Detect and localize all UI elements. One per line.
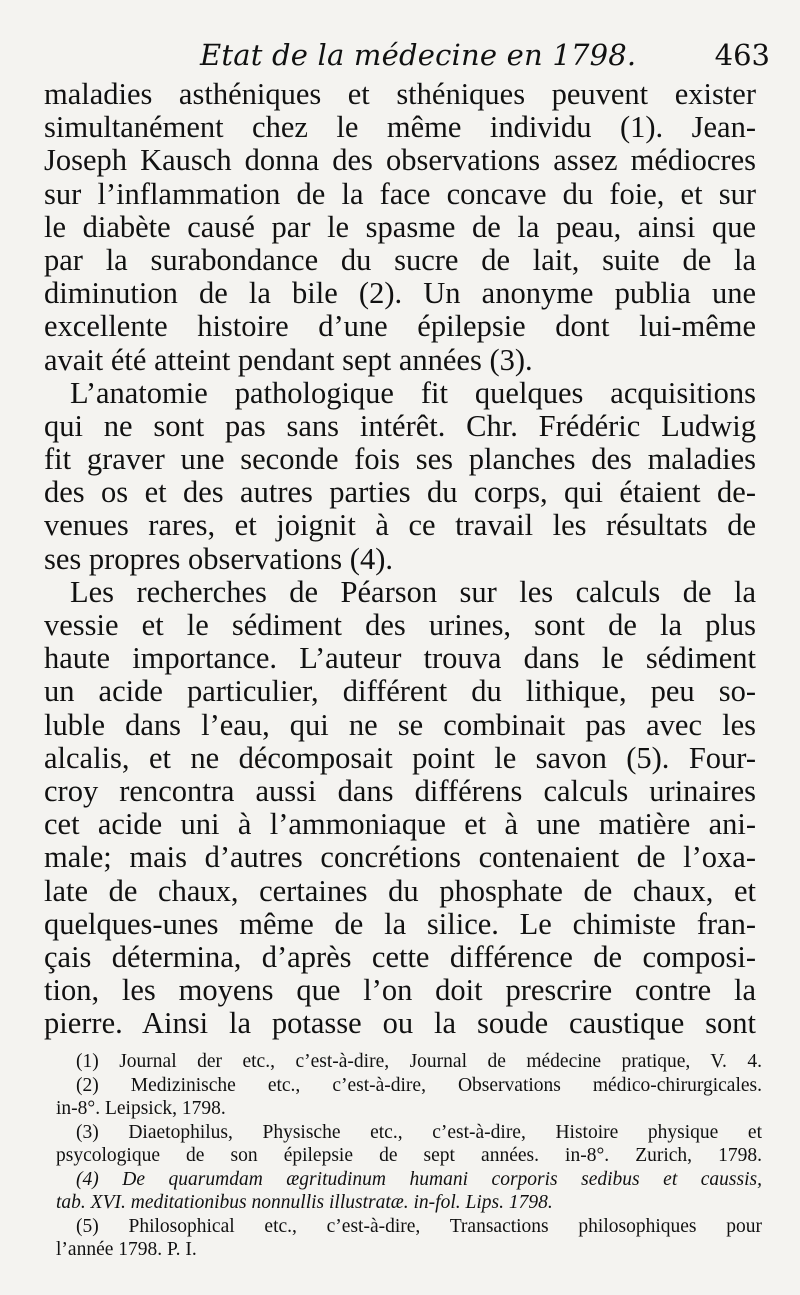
text-line: fit graver une seconde fois ses planches des maladies — [44, 442, 756, 477]
footnote-line: tab. XVI. meditationibus nonnullis illustratæ. in-fol. Lips. 1798. — [56, 1192, 553, 1213]
running-title: Etat de la médecine en 1798. — [200, 38, 637, 72]
text-line: simultanément chez le même individu (1). Jean- — [44, 110, 756, 145]
body-text — [44, 78, 756, 1040]
text-line: des os et des autres parties du corps, qui étaient de- — [44, 475, 756, 510]
footnote-line: (2) Medizinische etc., c’est-à-dire, Observations médico-chirurgicales. — [76, 1074, 762, 1096]
text-line: un acide particulier, différent du lithique, peu so- — [44, 674, 756, 709]
footnote-line: l’année 1798. P. I. — [56, 1239, 197, 1260]
text-line: diminution de la bile (2). Un anonyme publia une — [44, 276, 756, 311]
text-line: qui ne sont pas sans intérêt. Chr. Frédéric Ludwig — [44, 408, 756, 443]
text-line: ses propres observations (4). — [44, 541, 393, 576]
text-line: vessie et le sédiment des urines, sont de la plus — [44, 608, 756, 642]
text-line: maladies asthéniques et sthéniques peuvent exister — [44, 77, 756, 111]
page-header — [40, 38, 770, 78]
text-line: par la surabondance du sucre de lait, suite de la — [44, 242, 756, 277]
text-line: alcalis, et ne décomposait point le savon (5). Four- — [44, 740, 756, 775]
text-line: tion, les moyens que l’on doit prescrire contre la — [44, 973, 756, 1008]
footnote-line: psycologique de son épilepsie de sept années. in-8°. Zurich, 1798. — [56, 1145, 762, 1166]
text-line: Joseph Kausch donna des observations assez médiocres — [44, 143, 756, 178]
text-line: venues rares, et joignit à ce travail les résultats de — [44, 508, 756, 543]
text-line: pierre. Ainsi la potasse ou la soude caustique sont — [44, 1006, 756, 1041]
footnote-line: in-8°. Leipsick, 1798. — [56, 1098, 226, 1119]
footnote-line: (5) Philosophical etc., c’est-à-dire, Transactions philosophiques pour — [76, 1215, 762, 1237]
footnote-line: (3) Diaetophilus, Physische etc., c’est-à-dire, Histoire physique et — [76, 1121, 762, 1143]
footnote-line: (4) De quarumdam ægritudinum humani corporis sedibus et caussis, — [76, 1168, 762, 1190]
page-number: 463 — [714, 38, 770, 72]
text-line: haute importance. L’auteur trouva dans le sédiment — [44, 641, 756, 676]
text-line: luble dans l’eau, qui ne se combinait pas avec les — [44, 707, 756, 742]
text-line: male; mais d’autres concrétions contenaient de l’oxa- — [44, 840, 756, 875]
text-line: quelques-unes même de la silice. Le chimiste fran- — [44, 906, 756, 941]
text-line: avait été atteint pendant sept années (3). — [44, 342, 533, 377]
text-line: croy rencontra aussi dans différens calculs urinaires — [44, 773, 756, 808]
text-line: L’anatomie pathologique fit quelques acquisitions — [70, 375, 756, 410]
text-line: Les recherches de Péarson sur les calculs de la — [70, 574, 756, 609]
text-line: late de chaux, certaines du phosphate de chaux, et — [44, 873, 756, 908]
text-line: cet acide uni à l’ammoniaque et à une matière ani- — [44, 807, 756, 842]
footnotes — [56, 1050, 762, 1262]
text-line: le diabète causé par le spasme de la peau, ainsi que — [44, 209, 756, 244]
text-line: sur l’inflammation de la face concave du foie, et sur — [44, 176, 756, 211]
text-line: çais détermina, d’après cette différence de composi- — [44, 939, 756, 974]
text-line: excellente histoire d’une épilepsie dont lui-même — [44, 309, 756, 344]
footnote-line: (1) Journal der etc., c’est-à-dire, Journal de médecine pratique, V. 4. — [76, 1051, 762, 1072]
